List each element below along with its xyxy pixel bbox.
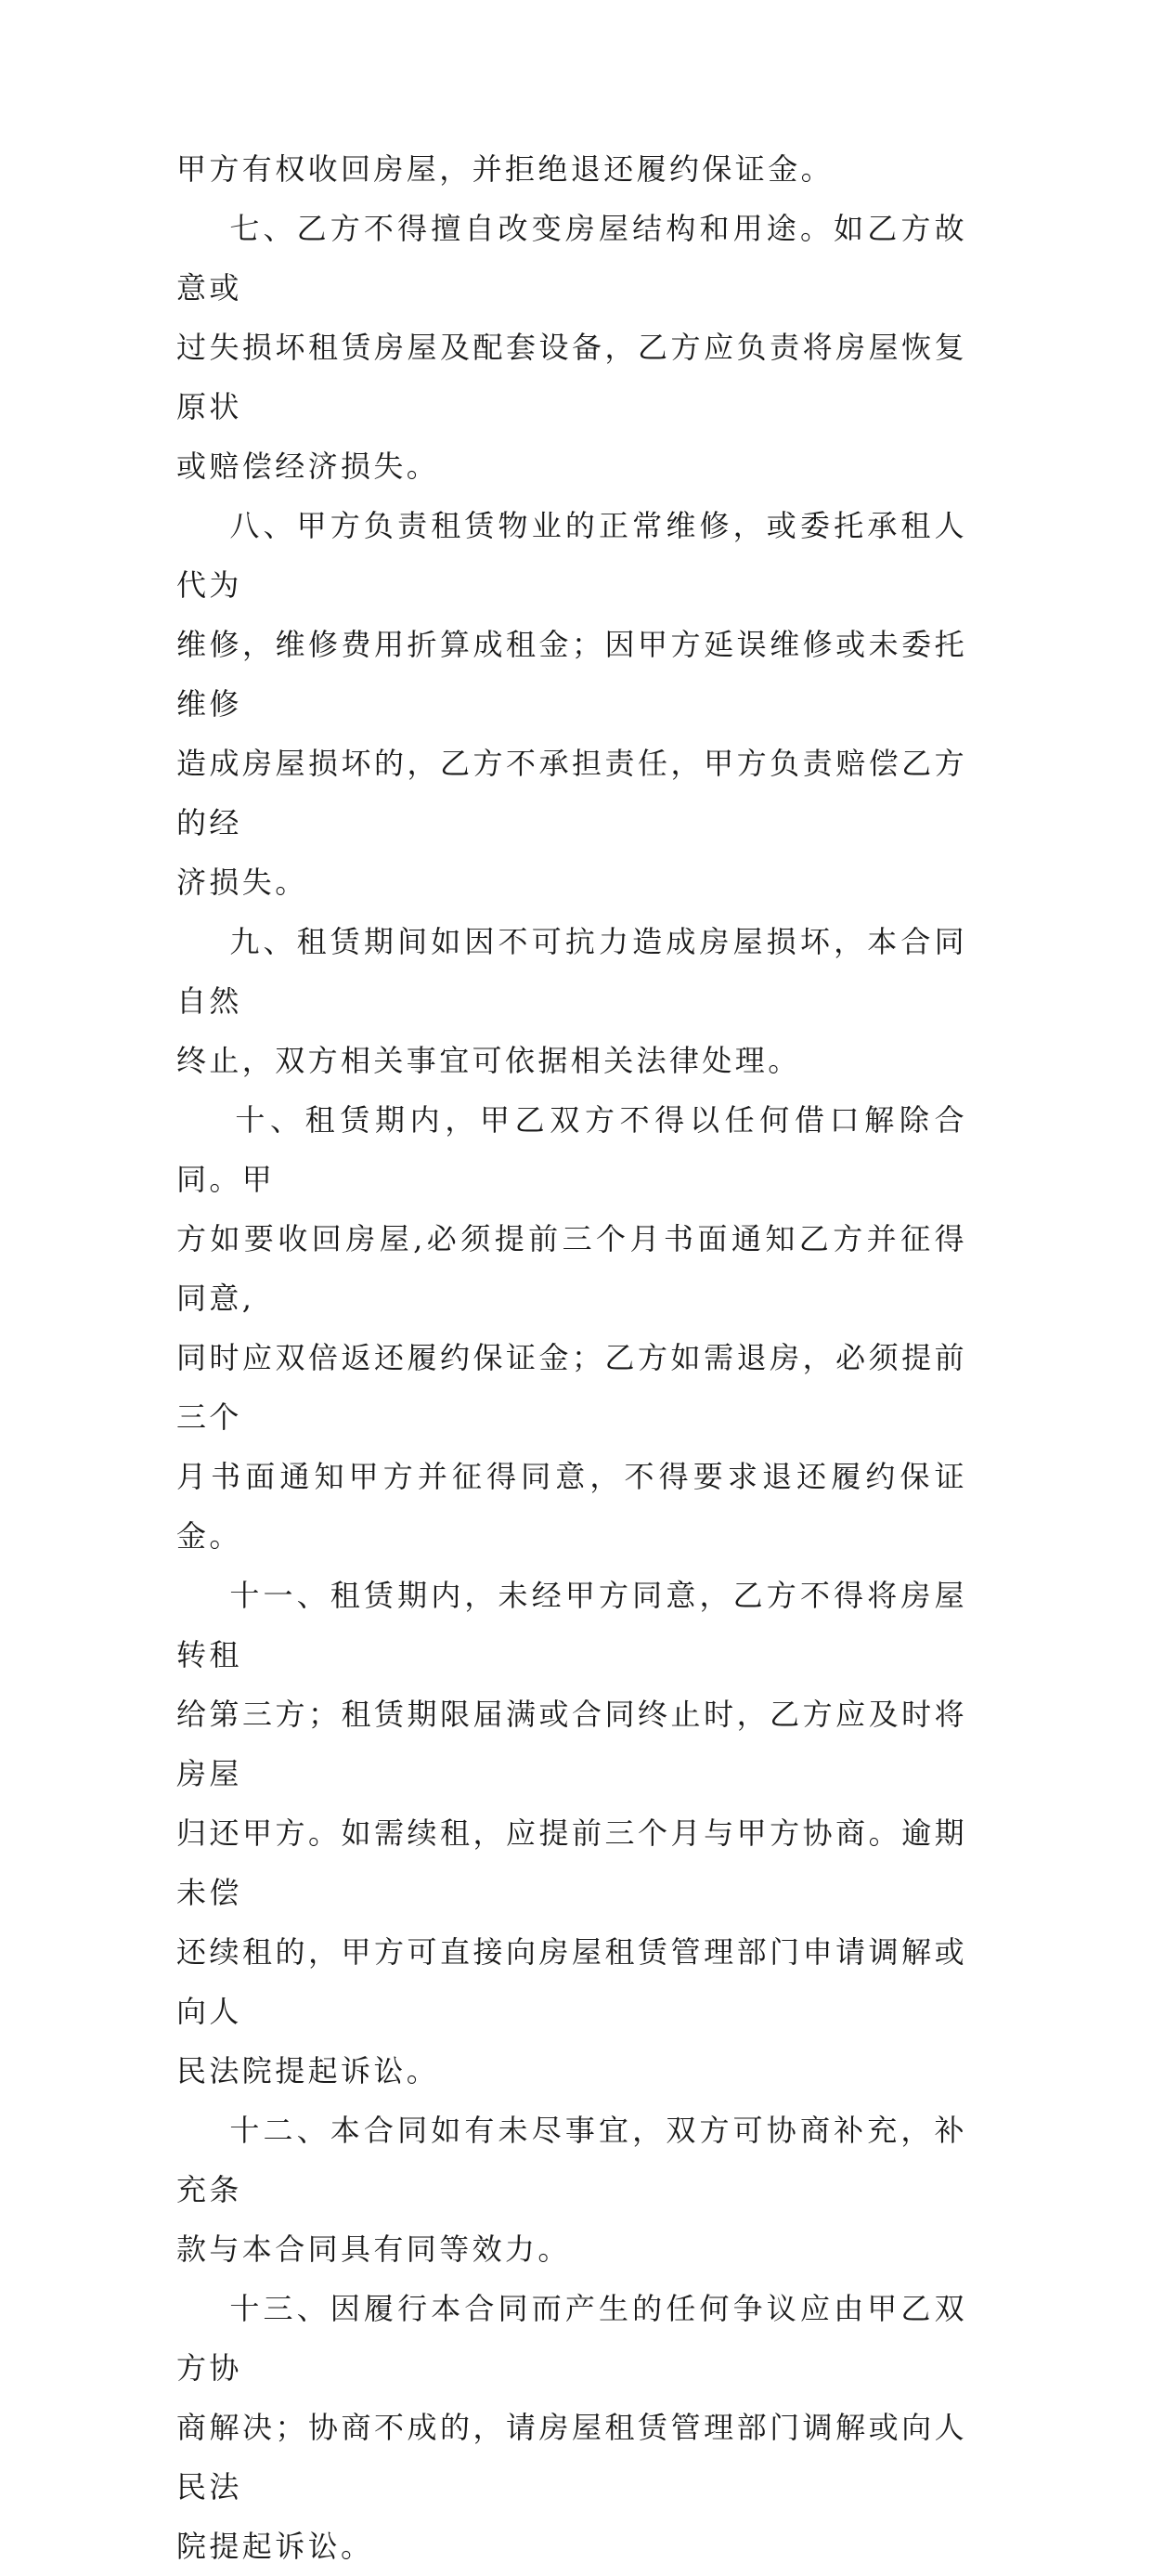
clause-10: 十、租赁期内，甲乙双方不得以任何借口解除合同。甲 方如要收回房屋,必须提前三个月书面通知乙方并征得同意, 同时应双倍返还履约保证金；乙方如需退房，必须提前三个 月书面通知甲方并征得同意，不得要求退还履约保证金。 [176,1102,967,1554]
clause-7: 七、乙方不得擅自改变房屋结构和用途。如乙方故意或 过失损坏租赁房屋及配套设备，乙方应负责将房屋恢复原状 或赔偿经济损失。 [176,211,967,484]
contract-body [176,139,967,2576]
clause-8: 八、甲方负责租赁物业的正常维修，或委托承租人代为 维修，维修费用折算成租金；因甲方延误维修或未委托维修 造成房屋损坏的，乙方不承担责任，甲方负责赔偿乙方的经 济损失。 [176,508,967,900]
clause-13: 十三、因履行本合同而产生的任何争议应由甲乙双方协 商解决；协商不成的，请房屋租赁管理部门调解或向人民法 院提起诉讼。 [176,2291,967,2564]
paragraph-continuation: 甲方有权收回房屋，并拒绝退还履约保证金。 [176,151,835,187]
clause-9: 九、租赁期间如因不可抗力造成房屋损坏，本合同自然 终止，双方相关事宜可依据相关法律处理。 [176,924,967,1078]
clause-12: 十二、本合同如有未尽事宜，双方可协商补充，补充条 款与本合同具有同等效力。 [176,2113,967,2267]
clause-11: 十一、租赁期内，未经甲方同意，乙方不得将房屋转租 给第三方；租赁期限届满或合同终止时，乙方应及时将房屋 归还甲方。如需续租，应提前三个月与甲方协商。逾期未偿 还续租的，甲方可直接向房屋租赁管理部门申请调解或向人 民法院提起诉讼。 [176,1578,967,2088]
